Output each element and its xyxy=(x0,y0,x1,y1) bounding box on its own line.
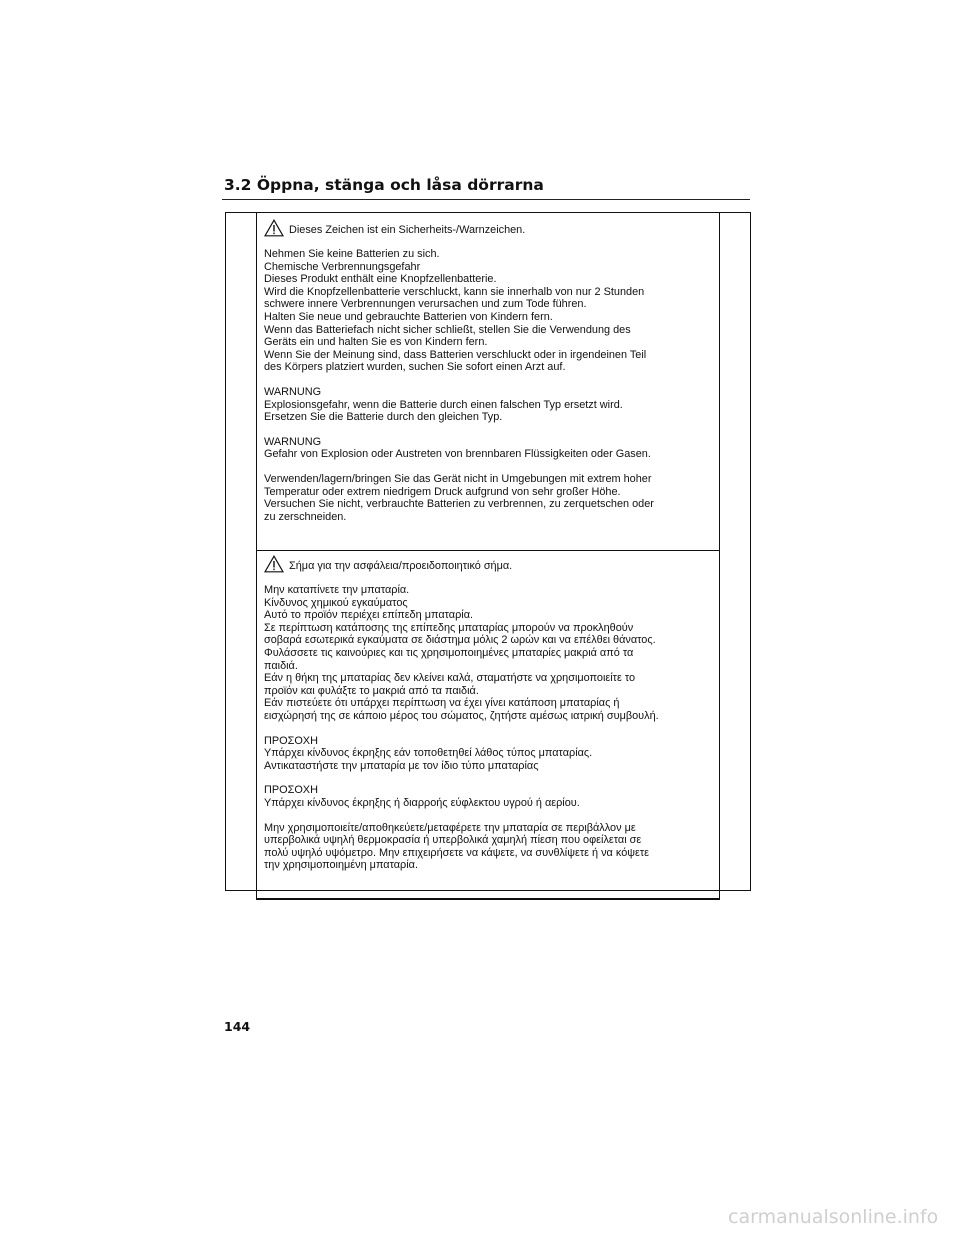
text-line: WARNUNG xyxy=(264,385,322,398)
greek-warning-panel xyxy=(264,555,714,884)
text-line: Dieses Produkt enthält eine Knopfzellenbatterie. xyxy=(264,273,497,286)
text-line: Verwenden/lagern/bringen Sie das Gerät nicht in Umgebungen mit extrem hoher xyxy=(264,472,652,485)
greek-paragraph-2 xyxy=(264,735,714,773)
german-warning-sign-text: Dieses Zeichen ist ein Sicherheits-/Warnzeichen. xyxy=(289,224,526,237)
text-line: Μην καταπίνετε την μπαταρία. xyxy=(264,584,410,596)
text-line: Φυλάσσετε τις καινούριες και τις χρησιμοποιημένες μπαταρίες μακριά από τα xyxy=(264,646,634,659)
greek-paragraph-3 xyxy=(264,784,714,809)
text-line: Υπάρχει κίνδυνος έκρηξης ή διαρροής εύφλεκτου υγρού ή αερίου. xyxy=(264,796,580,809)
text-line: Μην χρησιμοποιείτε/αποθηκεύετε/μεταφέρετε την μπαταρία σε περιβάλλον με xyxy=(264,821,636,834)
german-paragraph-2 xyxy=(264,386,714,424)
text-line: Gefahr von Explosion oder Austreten von brennbaren Flüssigkeiten oder Gasen. xyxy=(264,448,651,461)
greek-paragraph-4 xyxy=(264,822,714,872)
text-line: Wenn Sie der Meinung sind, dass Batterien verschluckt oder in irgendeinen Teil xyxy=(264,348,647,361)
text-line: Halten Sie neue und gebrauchte Batterien von Kindern fern. xyxy=(264,310,553,323)
text-line: schwere innere Verbrennungen verursachen und zum Tode führen. xyxy=(264,298,587,311)
text-line: παιδιά. xyxy=(264,659,298,672)
text-line: την χρησιμοποιημένη μπαταρία. xyxy=(264,859,418,872)
text-line: Versuchen Sie nicht, verbrauchte Batterien zu verbrennen, zu zerquetschen oder xyxy=(264,498,654,511)
text-line: Explosionsgefahr, wenn die Batterie durch einen falschen Typ ersetzt wird. xyxy=(264,398,623,411)
text-line: Αυτό το προϊόν περιέχει επίπεδη μπαταρία. xyxy=(264,609,474,622)
text-line: πολύ υψηλό υψόμετρο. Μην επιχειρήσετε να κάψετε, να συνθλίψετε ή να κόψετε xyxy=(264,846,650,859)
text-line: Σε περίπτωση κατάποσης της επίπεδης μπαταρίας μπορούν να προκληθούν xyxy=(264,621,634,634)
text-line: Αντικαταστήστε την μπαταρία με τον ίδιο τύπο μπαταρίας xyxy=(264,759,539,772)
text-line: υπερβολικά υψηλή θερμοκρασία ή υπερβολικά χαμηλή πίεση που οφείλεται σε xyxy=(264,834,642,847)
page-number: 144 xyxy=(224,1019,251,1034)
text-line: Ersetzen Sie die Batterie durch den gleichen Typ. xyxy=(264,411,503,424)
greek-paragraph-1 xyxy=(264,584,714,723)
text-line: Κίνδυνος χημικού εγκαύματος xyxy=(264,596,408,609)
text-line: des Körpers platziert wurden, suchen Sie sofort einen Arzt auf. xyxy=(264,361,566,374)
text-line: zu zerschneiden. xyxy=(264,510,347,523)
german-paragraph-1 xyxy=(264,248,714,374)
warning-triangle-icon xyxy=(264,555,284,573)
text-line: Υπάρχει κίνδυνος έκρηξης εάν τοποθετηθεί λάθος τύπος μπαταρίας. xyxy=(264,747,593,760)
text-line: Wird die Knopfzellenbatterie verschluckt, kann sie innerhalb von nur 2 Stunden xyxy=(264,285,645,298)
text-line: Chemische Verbrennungsgefahr xyxy=(264,260,421,273)
text-line: ΠΡΟΣΟΧΗ xyxy=(264,784,318,797)
german-paragraph-3 xyxy=(264,436,714,461)
text-line: Geräts ein und halten Sie es von Kindern fern. xyxy=(264,336,488,349)
text-line: ΠΡΟΣΟΧΗ xyxy=(264,734,318,747)
text-line: σοβαρά εσωτερικά εγκαύματα σε διάστημα μόλις 2 ωρών και να επέλθει θάνατος. xyxy=(264,634,656,647)
text-line: προϊόν και φυλάξτε το μακριά από τα παιδιά. xyxy=(264,684,479,697)
german-warning-panel xyxy=(264,219,714,535)
greek-warning-sign-text: Σήμα για την ασφάλεια/προειδοποιητικό σήμα. xyxy=(289,560,513,573)
language-divider xyxy=(256,550,720,551)
text-line: Wenn das Batteriefach nicht sicher schließt, stellen Sie die Verwendung des xyxy=(264,323,631,336)
german-paragraph-4 xyxy=(264,473,714,523)
title-rule xyxy=(222,199,750,200)
text-line: εισχώρησή της σε κάποιο μέρος του σώματος, ζητήστε αμέσως ιατρική συμβουλή. xyxy=(264,709,659,722)
section-title: 3.2 Öppna, stänga och låsa dörrarna xyxy=(224,176,544,194)
greek-warning-header xyxy=(264,555,714,573)
german-warning-header xyxy=(264,219,714,237)
text-line: WARNUNG xyxy=(264,435,322,448)
watermark: carmanualsonline.info xyxy=(728,1206,939,1228)
text-line: Nehmen Sie keine Batterien zu sich. xyxy=(264,248,440,260)
text-line: Εάν πιστεύετε ότι υπάρχει περίπτωση να έχει γίνει κατάποση μπαταρίας ή xyxy=(264,697,620,710)
warning-triangle-icon xyxy=(264,219,284,237)
text-line: Εάν η θήκη της μπαταρίας δεν κλείνει καλά, σταματήστε να χρησιμοποιείτε το xyxy=(264,672,636,685)
text-line: Temperatur oder extrem niedrigem Druck aufgrund von sehr großer Höhe. xyxy=(264,485,621,498)
